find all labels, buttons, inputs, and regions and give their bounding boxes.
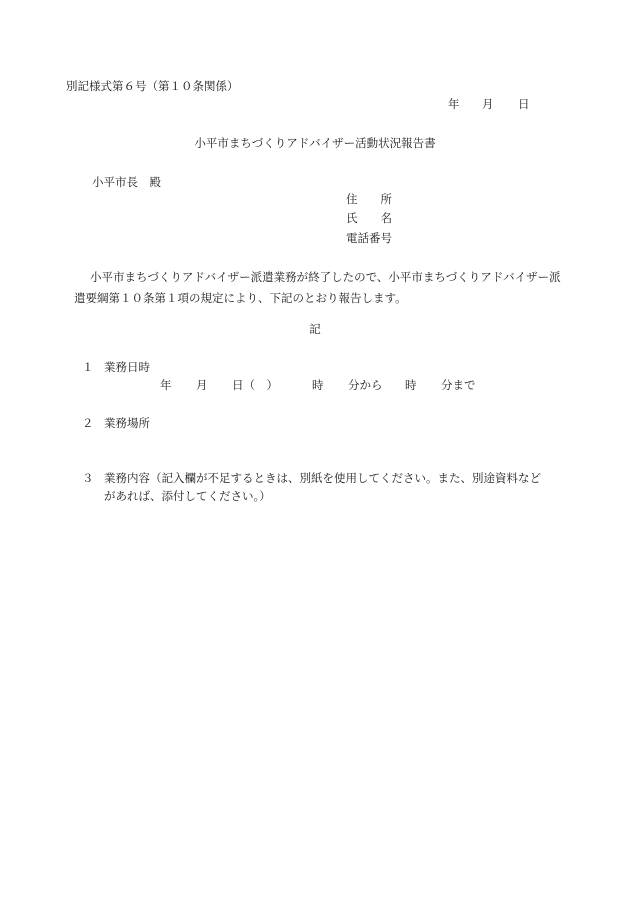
form-number: 別記様式第６号（第１０条関係） bbox=[66, 79, 239, 93]
item-label: 業務日時 bbox=[104, 360, 150, 374]
date-year: 年 bbox=[448, 97, 460, 111]
name-label: 氏 名 bbox=[346, 211, 392, 225]
document-title: 小平市まちづくりアドバイザー活動状況報告書 bbox=[194, 136, 436, 150]
address-label: 住 所 bbox=[346, 192, 392, 206]
item-label: 業務場所 bbox=[104, 416, 150, 430]
date-month: 月 bbox=[482, 97, 494, 111]
body-text: 小平市まちづくりアドバイザー派遣業務が終了したので、小平市まちづくりアドバイザー派遣要綱第１０条第１項の規定により、下記のとおり報告します。 bbox=[74, 270, 561, 305]
dt-until: 分まで bbox=[441, 378, 476, 392]
item-number: ３ bbox=[82, 471, 94, 485]
dt-hour2: 時 bbox=[405, 378, 417, 392]
item-business-content bbox=[82, 473, 541, 485]
dt-month: 月 bbox=[196, 378, 208, 392]
date-line bbox=[448, 99, 530, 111]
dt-day: 日（ ） bbox=[232, 378, 278, 392]
phone-label: 電話番号 bbox=[346, 231, 392, 245]
item-number: ２ bbox=[82, 416, 94, 430]
dt-from: 分から bbox=[348, 378, 383, 392]
item-number: １ bbox=[82, 360, 94, 374]
item-content-continuation: があれば、添付してください。） bbox=[104, 489, 271, 503]
item-business-datetime bbox=[82, 362, 150, 374]
item-label: 業務内容（記入欄が不足するときは、別紙を使用してください。また、別途資料など bbox=[104, 471, 541, 485]
date-day: 日 bbox=[518, 97, 530, 111]
addressee: 小平市長 殿 bbox=[92, 175, 161, 189]
dt-hour1: 時 bbox=[312, 378, 324, 392]
ki-heading: 記 bbox=[309, 322, 321, 336]
item-business-location bbox=[82, 418, 150, 430]
dt-year: 年 bbox=[160, 378, 172, 392]
datetime-row bbox=[160, 380, 476, 392]
